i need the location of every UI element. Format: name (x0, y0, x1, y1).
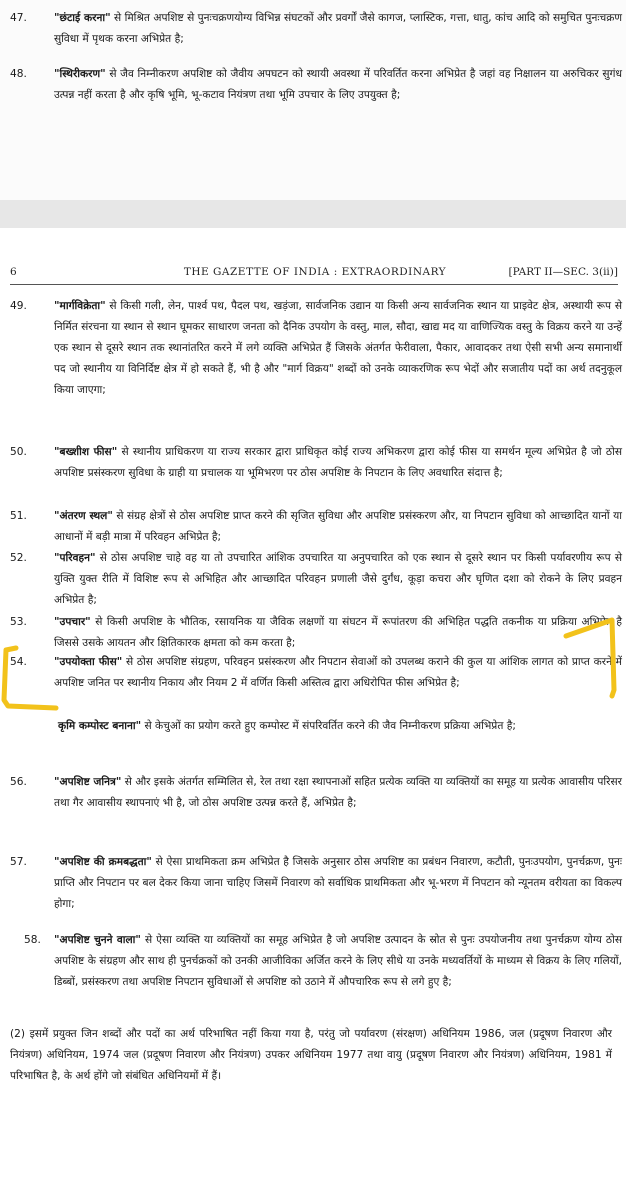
entry-number: 53. (10, 616, 27, 628)
defined-term: "परिवहन" (54, 552, 96, 564)
definition-text: से किसी अपशिष्ट के भौतिक, रसायनिक या जैविक लक्षणों या संघटन में रूपांतरण की अभिहित पद्धति तकनीक या प्रक्रिया अभिप्रेत है जिससे उसके आयतन और क्षितिकारक क्षमता को कम करता है; (54, 616, 622, 649)
defined-term: "बख्शीश फीस" (54, 446, 118, 458)
defined-term: "स्थिरीकरण" (54, 68, 106, 80)
entry-number: 50. (10, 446, 27, 458)
definition-text: से ऐसा प्राथमिकता क्रम अभिप्रेत है जिसके अनुसार ठोस अपशिष्ट का प्रबंधन निवारण, कटौती, पुनःउपयोग, पुनर्चक्रण, पुनः प्राप्ति और निपटान पर बल देकर किया जाना चाहिए जिसमें निवारण को सर्वाधिक प्राथमिकता और भू-भरण में निपटान को न्यूनतम वरीयता का विकल्प होगा; (54, 856, 623, 910)
entry-number: 57. (10, 856, 27, 868)
definition-text: से ठोस अपशिष्ट चाहे वह या तो उपचारित आंशिक उपचारित या अनुपचारित को एक स्थान से दूसरे स्थान पर किसी पर्यावरणीय रूप से युक्ति युक्त रीति में विशिष्ट रूप से अभिहित और आच्छादित परिवहन प्रणाली जैसे दुर्गंध, कूड़ा कचरा और घृणित दशा को रोकने के लिए प्रवहन अभिप्रेत है; (54, 552, 622, 606)
definition-text: से मिश्रित अपशिष्ट से पुनःचक्रणयोग्य विभिन्न संघटकों और प्रवर्गों जैसे कागज, प्लास्टिक, गत्ता, धातु, कांच आदि को समुचित पुनःचक्रण सुविधा में पृथक करना अभिप्रेत है; (54, 12, 622, 45)
defined-term: "अपशिष्ट चुनने वाला" (54, 934, 141, 946)
definition-text: से संग्रह क्षेत्रों से ठोस अपशिष्ट प्राप्त करने की सृजित सुविधा और अपशिष्ट प्रसंस्करण और, या निपटान सुविधा को आच्छादित यानों या आधानों में बड़ी मात्रा में परिवहन अभिप्रेत है; (54, 510, 622, 543)
page-break-gap (0, 200, 626, 228)
gazette-page-header (10, 262, 618, 282)
gazette-part: [PART II—SEC. 3(ii)] (508, 266, 618, 278)
definition-text: से स्थानीय प्राधिकरण या राज्य सरकार द्वारा प्राधिकृत कोई राज्य अभिकरण द्वारा कोई फीस या समर्थन मूल्य अभिप्रेत है जो ठोस अपशिष्ट प्रसंस्करण सुविधा के ग्राही या प्रचालक या भूमिभरण पर ठोस अपशिष्ट के निपटान के लिए अवधारित संदात्त है; (54, 446, 622, 479)
defined-term: "अपशिष्ट जनित्र" (54, 776, 122, 788)
defined-term: "उपयोक्ता फीस" (54, 656, 123, 668)
defined-term: "मार्गविक्रेता" (54, 300, 106, 312)
sub-paragraph-2: (2) इसमें प्रयुक्त जिन शब्दों और पदों का अर्थ परिभाषित नहीं किया गया है, परंतु जो पर्यावरण (संरक्षण) अधिनियम 1986, जल (प्रदूषण निवारण और नियंत्रण) अधिनियम, 1974 जल (प्रदूषण निवारण और नियंत्रण) उपकर अधिनियम 1977 तथा वायु (प्रदूषण निवारण और नियंत्रण) अधिनियम, 1981 में परिभाषित है, के अर्थ होंगे जो संबंधित अधिनियमों में हैं। (10, 1028, 612, 1082)
entry-number: 58. (24, 934, 41, 946)
definition-text: से केचुओं का प्रयोग करते हुए कम्पोस्ट में संपरिवर्तित करने की जैव निम्नीकरण प्रक्रिया अभिप्रेत है; (141, 720, 516, 732)
defined-term: "उपचार" (54, 616, 91, 628)
defined-term: "छंटाई करना" (54, 12, 111, 24)
entry-number: 47. (10, 12, 27, 24)
entry-number: 54. (10, 656, 27, 668)
defined-term: "अंतरण स्थल" (54, 510, 113, 522)
gazette-title: THE GAZETTE OF INDIA : EXTRAORDINARY (183, 266, 447, 278)
entry-number: 49. (10, 300, 27, 312)
definition-text: से किसी गली, लेन, पार्श्व पथ, पैदल पथ, खड़ंजा, सार्वजनिक उद्यान या किसी अन्य सार्वजनिक स्थान या प्राइवेट क्षेत्र, अस्थायी रूप से निर्मित संरचना या स्थान से स्थान घूमकर साधारण जनता को दैनिक उपयोग के वस्तु, माल, सौदा, खाद्य मद या वाणिज्यिक वस्तु के विक्रय करने या उन्हें एक स्थान से दूसरे स्थान तक स्थानांतरित करने में लगे व्यक्ति अभिप्रेत हैं जिसके अंतर्गत फेरीवाला, पैकार, आवादकर तथा ऐसी सभी अन्य समानार्थी पद जो स्थानीय या विनिर्दिष्ट क्षेत्र में हो सकते हैं, भी है और "मार्ग विक्रय" शब्दों को उनके व्याकरणिक रूप भेदों और सजातीय पदों का अर्थ तदनुकूल किया जाएगा; (54, 300, 622, 396)
definition-text: से जैव निम्नीकरण अपशिष्ट को जैवीय अपघटन को स्थायी अवस्था में परिवर्तित करना अभिप्रेत है जहां वह निक्षालन या अरुचिकर सुगंध उत्पन्न नहीं करता है और कृषि भूमि, भू-कटाव नियंत्रण तथा भूमि उपचार के लिए उपयुक्त है; (54, 68, 622, 101)
entry-number: 52. (10, 552, 27, 564)
entry-number: 48. (10, 68, 27, 80)
header-divider (10, 284, 618, 285)
entry-number: 56. (10, 776, 27, 788)
definition-text: से और इसके अंतर्गत सम्मिलित से, रेल तथा रक्षा स्थापनाओं सहित प्रत्येक व्यक्ति या व्यक्तियों का समूह या प्रत्येक आवासीय परिसर तथा गैर आवासीय स्थापनाएं भी है, जो ठोस अपशिष्ट उत्पन्न करते हैं, अभिप्रेत है; (54, 776, 622, 809)
defined-term: कृमि कम्पोस्ट बनाना" (58, 720, 142, 732)
defined-term: "अपशिष्ट की क्रमबद्धता" (54, 856, 152, 868)
entry-number: 51. (10, 510, 27, 522)
definition-text: से ऐसा व्यक्ति या व्यक्तियों का समूह अभिप्रेत है जो अपशिष्ट उत्पादन के स्रोत से पुनः उपयोजनीय तथा पुनर्चक्रण योग्य ठोस अपशिष्ट के संग्रहण और साथ ही पुनर्चक्रकों को उनकी आजीविका अर्जित करने के लिए सीधे या उनके मध्यवर्तियों के माध्यम से विक्रय के लिए गलियों, डिब्बों, प्रसंस्करण तथा अपशिष्ट निपटान सुविधाओं से अपशिष्ट को उठाने में औपचारिक रूप से लगे हुए है; (54, 934, 622, 988)
definition-text: से ठोस अपशिष्ट संग्रहण, परिवहन प्रसंस्करण और निपटान सेवाओं को उपलब्ध कराने की कुल या आंशिक लागत को प्राप्त करने में अपशिष्ट जनित पर स्थानीय निकाय और नियम 2 में वर्णित किसी अस्तित्व द्वारा अधिरोपित फीस अभिप्रेत है; (54, 656, 622, 689)
page-number: 6 (10, 266, 17, 278)
